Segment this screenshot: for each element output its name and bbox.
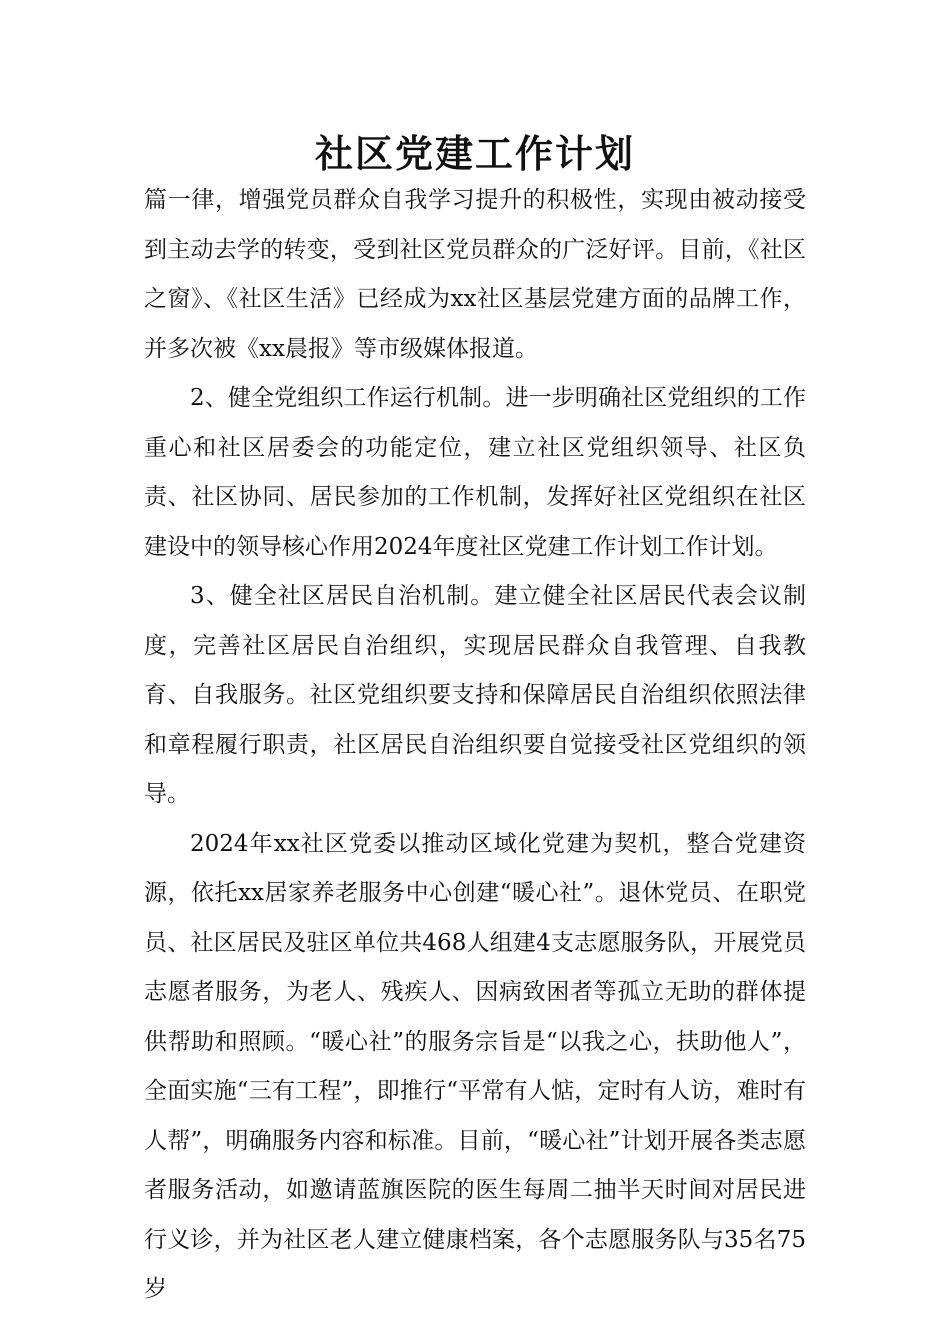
paragraph-1: 篇一律，增强党员群众自我学习提升的积极性，实现由被动接受到主动去学的转变，受到社区党员群众的广泛好评。目前，《社区之窗》、《社区生活》已经成为xx社区基层党建方面的品牌工作，并多次被《xx晨报》等市级媒体报道。	[144, 187, 806, 362]
document-body	[144, 176, 806, 1315]
paragraph-3: 3、健全社区居民自治机制。建立健全社区居民代表会议制度，完善社区居民自治组织，实现居民群众自我管理、自我教育、自我服务。社区党组织要支持和保障居民自治组织依照法律和章程履行职责，社区居民自治组织要自觉接受社区党组织的领导。	[144, 583, 806, 807]
paragraph-4: 2024年xx社区党委以推动区域化党建为契机，整合党建资源，依托xx居家养老服务中心创建“暖心社”。退休党员、在职党员、社区居民及驻区单位共468人组建4支志愿服务队，开展党员志愿者服务，为老人、残疾人、因病致困者等孤立无助的群体提供帮助和照顾。“暖心社”的服务宗旨是“以我之心，扶助他人”，全面实施“三有工程”，即推行“平常有人惦，定时有人访，难时有人帮”，明确服务内容和标准。目前，“暖心社”计划开展各类志愿者服务活动，如邀请蓝旗医院的医生每周二抽半天时间对居民进行义诊，并为社区老人建立健康档案，各个志愿服务队与35名75岁	[144, 830, 806, 1302]
document-title: 社区党建工作计划	[314, 131, 635, 176]
paragraph-2: 2、健全党组织工作运行机制。进一步明确社区党组织的工作重心和社区居委会的功能定位，建立社区党组织领导、社区负责、社区协同、居民参加的工作机制，发挥好社区党组织在社区建设中的领导核心作用2024年度社区党建工作计划工作计划。	[144, 385, 806, 560]
